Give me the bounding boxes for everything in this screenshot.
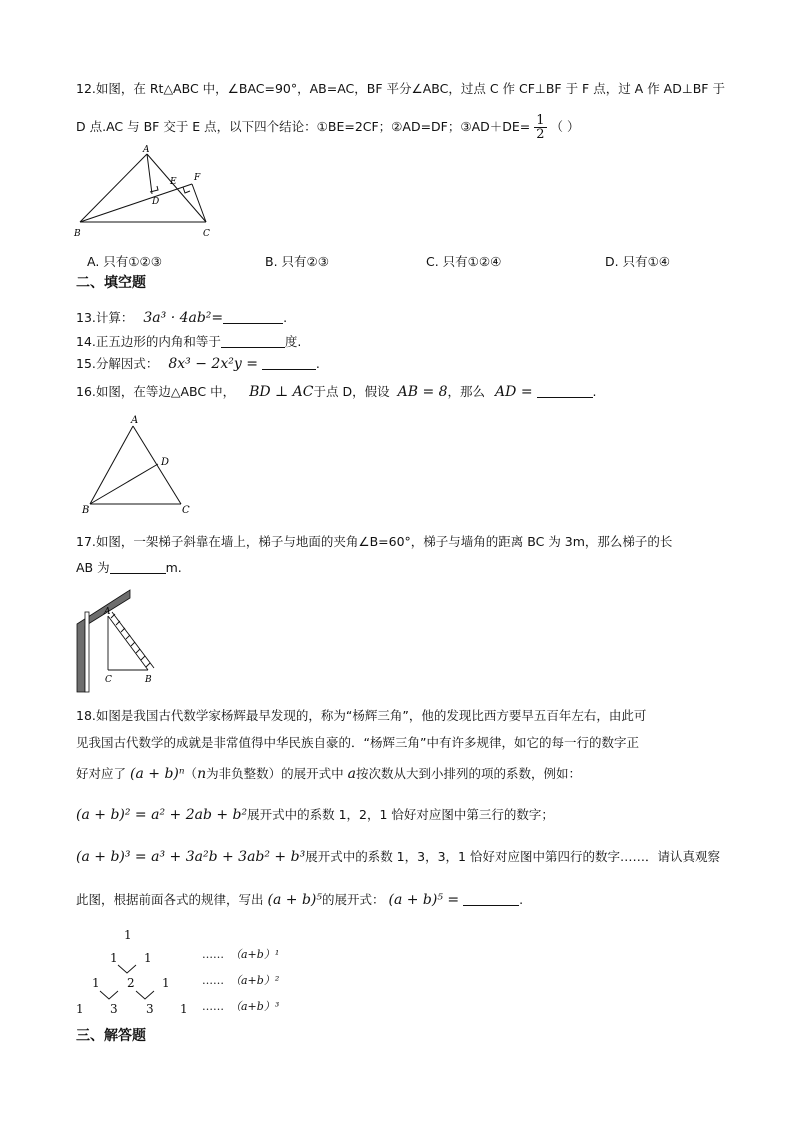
- q13-label: 13.计算：: [76, 310, 134, 325]
- q16-label-b: B: [82, 505, 90, 516]
- triangle-row3-num: 3: [146, 1002, 154, 1016]
- q16-label-d: D: [161, 457, 170, 468]
- triangle-dots: ……: [202, 1000, 224, 1013]
- q18-line4-expr: (a + b)² = a² + 2ab + b²: [76, 807, 248, 823]
- q16-answer-blank[interactable]: [537, 385, 593, 398]
- triangle-dots: ……: [202, 948, 224, 961]
- triangle-row2-num: 2: [127, 976, 135, 990]
- q16-label: 16.如图，在等边△ABC 中，: [76, 384, 236, 399]
- q13-expr: 3a³ · 4ab²=: [143, 310, 224, 326]
- triangle-row2-num: 1: [162, 976, 170, 990]
- q17-answer-blank[interactable]: [110, 561, 166, 574]
- q16-label-a: A: [131, 415, 139, 426]
- q17-line1: 17.如图，一架梯子斜靠在墙上，梯子与地面的夹角∠B=60°，梯子与墙角的距离 BC 为 3m，那么梯子的长: [76, 534, 673, 549]
- q18-line3-mid: 为非负整数）的展开式中: [206, 766, 344, 781]
- q17-line2: [76, 559, 182, 577]
- q15-end: .: [315, 356, 320, 371]
- q16-mid2: ，那么: [447, 384, 486, 399]
- q12-label-b: B: [74, 229, 81, 239]
- q18-line5-expr: (a + b)³ = a³ + 3a²b + 3ab² + b³: [76, 849, 306, 865]
- q12-option-c[interactable]: C. 只有①②④: [426, 254, 502, 269]
- q18-line3-post: 按次数从大到小排列的项的系数，例如：: [355, 766, 581, 781]
- q17-label: AB 为: [76, 560, 110, 575]
- q17-label-a: A: [104, 607, 111, 617]
- triangle-dots: ……: [202, 974, 224, 987]
- triangle-label-row2: （a+b）²: [230, 974, 280, 987]
- q18-line3-expr: (a + b)ⁿ: [130, 766, 185, 782]
- q18-line2: 见我国古代数学的成就是非常值得中华民族自豪的．“杨辉三角”中有许多规律，如它的每一行的数字正: [76, 735, 639, 750]
- triangle-row1-num: 1: [110, 951, 118, 965]
- q18-line3-n: n: [197, 766, 207, 782]
- yang-hui-triangle: [70, 925, 310, 1020]
- q16-expr2: AB = 8: [397, 384, 448, 400]
- q18-line3-pre: 好对应了: [76, 766, 127, 781]
- q15-label: 15.分解因式：: [76, 356, 159, 371]
- triangle-row0-num: 1: [124, 928, 132, 942]
- q12-frac-num: 1: [536, 113, 545, 128]
- q12-figure: [72, 144, 222, 240]
- q12-label-a: A: [143, 145, 150, 155]
- q15-expr: 8x³ − 2x²y =: [168, 356, 258, 372]
- q12-label-d: D: [152, 197, 160, 207]
- q18-answer-blank[interactable]: [463, 893, 519, 906]
- q18-line5-post: 展开式中的系数 1，3，3，1 恰好对应图中第四行的数字……．请认真观察: [305, 849, 720, 864]
- q12-line2-text: D 点.AC 与 BF 交于 E 点，以下四个结论：①BE=2CF；②AD=DF；③AD＋DE=: [76, 119, 531, 134]
- q16-expr3: AD =: [495, 384, 533, 400]
- q12-line2: [76, 114, 579, 141]
- q16-label-c: C: [182, 505, 190, 516]
- q17-label-b: B: [145, 675, 152, 685]
- section-heading-fill-in: 二、填空题: [76, 275, 146, 291]
- triangle-row2-num: 1: [92, 976, 100, 990]
- q18-line3: [76, 765, 581, 783]
- q14: [76, 333, 301, 351]
- triangle-row1-num: 1: [144, 951, 152, 965]
- q13-end: .: [283, 310, 288, 325]
- q17-label-c: C: [105, 675, 112, 685]
- q18-line6-end: .: [519, 892, 524, 907]
- triangle-row3-num: 1: [180, 1002, 188, 1016]
- q15: [76, 355, 320, 373]
- q18-line6-pre: 此图，根据前面各式的规律，写出: [76, 892, 264, 907]
- triangle-row3-num: 1: [76, 1002, 84, 1016]
- q17-figure: [74, 586, 164, 696]
- q18-line4: [76, 806, 554, 824]
- q18-line6-expr2: (a + b)⁵ =: [388, 892, 460, 908]
- q12-frac-den: 2: [536, 127, 545, 142]
- q16-figure: [78, 412, 198, 516]
- q18-line6-expr1: (a + b)⁵: [267, 892, 322, 908]
- q18-line6: [76, 891, 523, 909]
- q18-line6-mid: 的展开式：: [321, 892, 385, 907]
- q12-line1: 12.如图，在 Rt△ABC 中，∠BAC=90°，AB=AC，BF 平分∠ABC，过点 C 作 CF⊥BF 于 F 点，过 A 作 AD⊥BF 于: [76, 81, 725, 96]
- q17-unit: m.: [165, 560, 182, 575]
- q15-answer-blank[interactable]: [262, 357, 316, 370]
- q14-end: 度.: [284, 334, 302, 349]
- q12-option-d[interactable]: D. 只有①④: [605, 254, 670, 269]
- q18-line5: [76, 848, 720, 866]
- q12-label-c: C: [203, 229, 210, 239]
- q18-line1: 18.如图是我国古代数学家杨辉最早发现的，称为“杨辉三角”，他的发现比西方要早五百年左右，由此可: [76, 708, 647, 723]
- section-heading-answers: 三、解答题: [76, 1028, 146, 1044]
- triangle-label-row1: （a+b）¹: [230, 948, 280, 961]
- q13-answer-blank[interactable]: [223, 311, 283, 324]
- q16-expr1: BD ⊥ AC: [249, 384, 314, 400]
- q13: [76, 309, 287, 327]
- q16-end: .: [592, 384, 597, 399]
- triangle-row3-num: 3: [110, 1002, 118, 1016]
- q14-label: 14.正五边形的内角和等于: [76, 334, 221, 349]
- q18-line3-paren: （: [184, 766, 198, 781]
- q12-answer-paren: （ ）: [550, 119, 580, 134]
- triangle-label-row3: （a+b）³: [230, 1000, 280, 1013]
- q12-label-f: F: [194, 173, 201, 183]
- q18-line4-post: 展开式中的系数 1，2，1 恰好对应图中第三行的数字；: [247, 807, 554, 822]
- q16: [76, 383, 597, 401]
- q12-option-a[interactable]: A. 只有①②③: [87, 254, 162, 269]
- q12-label-e: E: [170, 177, 177, 187]
- q12-option-b[interactable]: B. 只有②③: [265, 254, 329, 269]
- q18-line3-a: a: [347, 766, 356, 782]
- q12-fraction: [534, 114, 546, 141]
- q16-mid: 于点 D，假设: [313, 384, 390, 399]
- q14-answer-blank[interactable]: [221, 335, 285, 348]
